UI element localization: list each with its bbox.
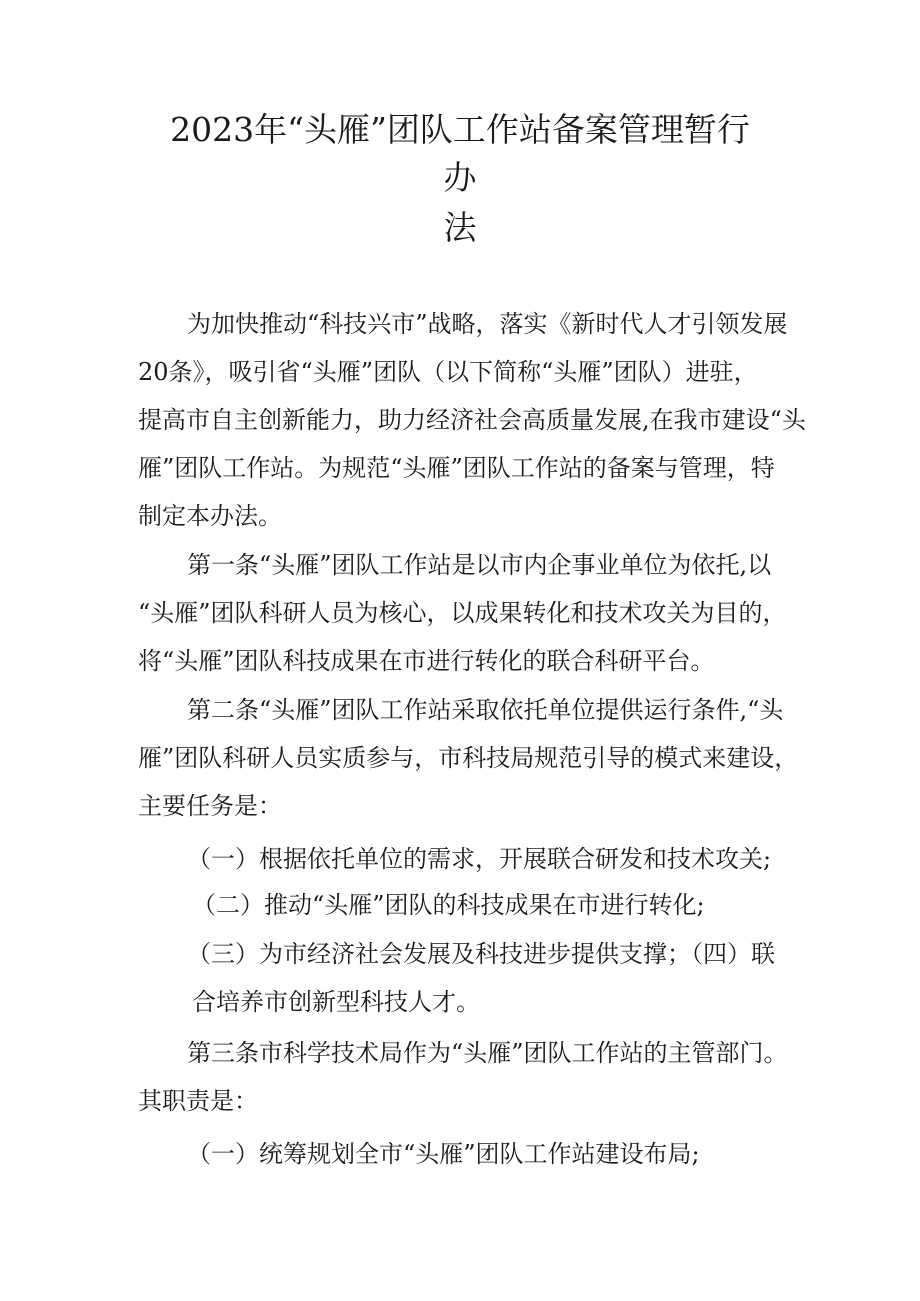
document-title-line-3: 法 bbox=[443, 208, 477, 247]
article-3-line: 其职责是： bbox=[138, 1087, 258, 1115]
article-1-line: 将“头雁”团队科技成果在市进行转化的联合科研平台。 bbox=[138, 647, 715, 675]
article-1-line: “头雁”团队科研人员为核心，以成果转化和技术攻关为目的， bbox=[138, 599, 787, 627]
list-item: （一）统筹规划全市“头雁”团队工作站建设布局; bbox=[187, 1140, 700, 1168]
paragraph-line: 制定本办法。 bbox=[138, 502, 282, 530]
list-item: （三）为市经济社会发展及科技进步提供支撑；（四）联 bbox=[187, 940, 775, 968]
list-item: （二）推动“头雁”团队的科技成果在市进行转化; bbox=[192, 891, 705, 919]
list-item: （一）根据依托单位的需求，开展联合研发和技术攻关; bbox=[187, 845, 772, 873]
article-3-line: 第三条市科学技术局作为“头雁”团队工作站的主管部门。 bbox=[187, 1039, 788, 1067]
article-1-line: 第一条“头雁”团队工作站是以市内企事业单位为依托,以 bbox=[187, 551, 772, 579]
paragraph-line: 雁”团队工作站。为规范“头雁”团队工作站的备案与管理，特 bbox=[138, 454, 775, 482]
article-2-line: 第二条“头雁”团队工作站采取依托单位提供运行条件,“头 bbox=[187, 696, 784, 724]
article-2-line: 雁”团队科研人员实质参与，市科技局规范引导的模式来建设， bbox=[138, 744, 799, 772]
document-title-line-1: 2023年“头雁”团队工作站备案管理暂行 bbox=[170, 110, 750, 149]
list-item: 合培养市创新型科技人才。 bbox=[192, 988, 480, 1016]
article-2-line: 主要任务是： bbox=[138, 792, 282, 820]
paragraph-line: 为加快推动“科技兴市”战略，落实《新时代人才引领发展 bbox=[187, 310, 788, 338]
paragraph-line: 20条》，吸引省“头雁”团队（以下简称“头雁”团队）进驻， bbox=[138, 358, 758, 386]
paragraph-line: 提高市自主创新能力，助力经济社会高质量发展,在我市建设“头 bbox=[138, 406, 806, 434]
document-title-line-2: 办 bbox=[443, 158, 477, 197]
